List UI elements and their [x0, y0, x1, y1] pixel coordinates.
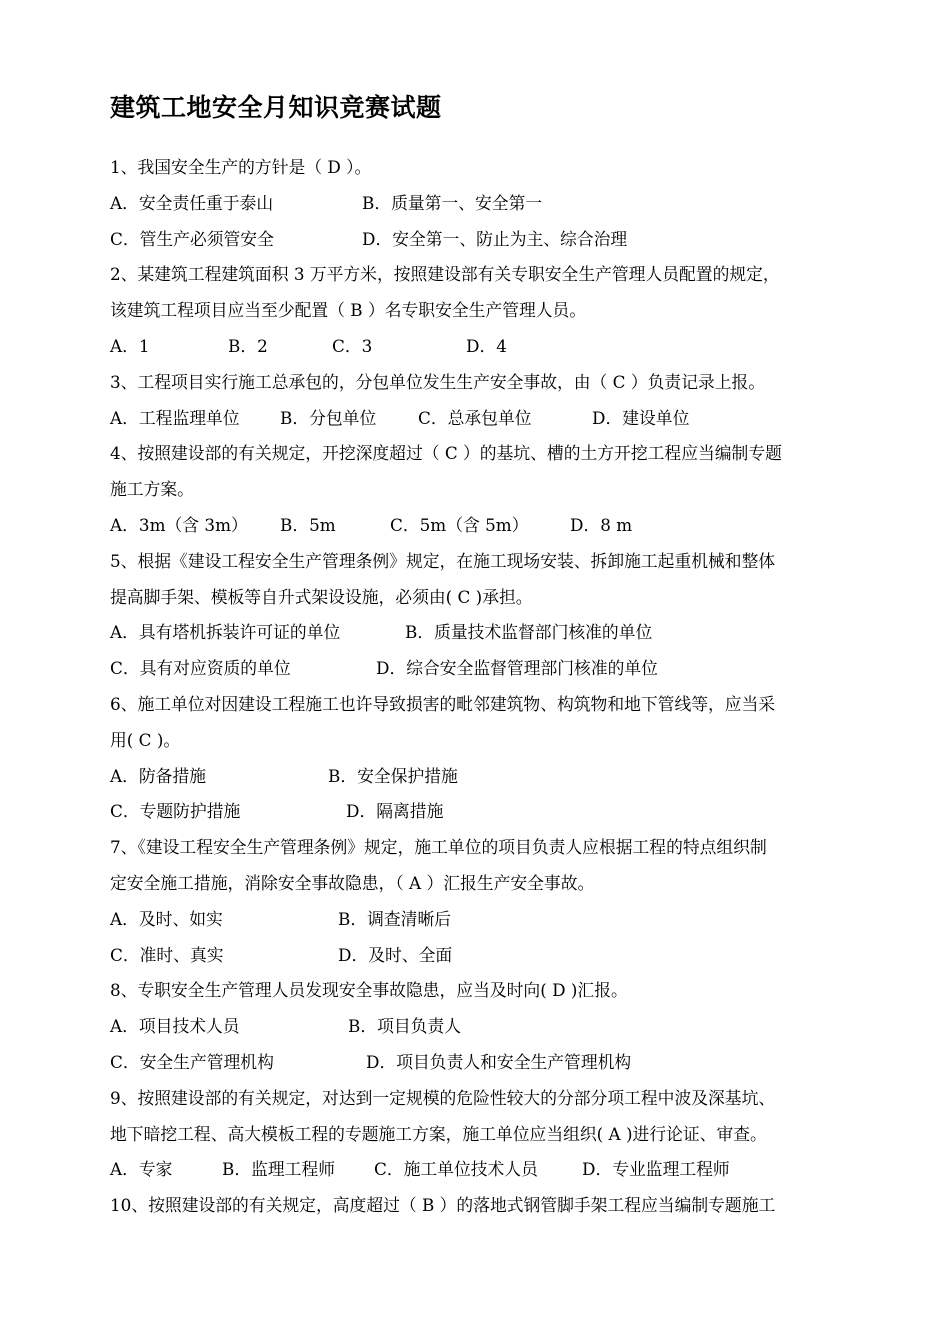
- question-5-options-row-1: [110, 615, 885, 651]
- question-7-stem-line-1: 7、《建设工程安全生产管理条例》规定，施工单位的项目负责人应根据工程的特点组织制: [110, 837, 767, 858]
- option-c: C．总承包单位: [418, 407, 532, 428]
- question-5-options-row-2: [110, 651, 885, 687]
- question-2-options: [110, 329, 885, 365]
- option-b: B．质量第一、安全第一: [362, 192, 543, 213]
- option-c: C．具有对应资质的单位: [110, 658, 291, 679]
- question-7-stem-line-2: 定安全施工措施，消除安全事故隐患，（ A ）汇报生产安全事故。: [110, 872, 595, 893]
- question-6-stem-line-1: 6、施工单位对因建设工程施工也许导致损害的毗邻建筑物、构筑物和地下管线等，应当采: [110, 693, 776, 714]
- question-4-stem-line-2: 施工方案。: [110, 479, 194, 500]
- question-4-options: [110, 508, 885, 544]
- question-6-options-row-1: [110, 759, 885, 795]
- option-a: A．3m（含 3m）: [110, 514, 248, 535]
- question-3-stem: 3、工程项目实行施工总承包的，分包单位发生生产安全事故，由（ C ）负责记录上报。: [110, 371, 766, 392]
- question-1-stem: 1、我国安全生产的方针是（ D ）。: [110, 157, 372, 177]
- option-c: C．专题防护措施: [110, 801, 241, 822]
- option-c: C．施工单位技术人员: [374, 1159, 538, 1180]
- option-d: D．项目负责人和安全生产管理机构: [366, 1051, 632, 1072]
- option-a: A．具有塔机拆装许可证的单位: [110, 622, 341, 643]
- option-a: A．安全责任重于泰山: [110, 192, 274, 213]
- option-b: B．安全保护措施: [328, 765, 458, 786]
- question-list: [110, 150, 885, 1224]
- question-9-stem-line-2: 地下暗挖工程、高大模板工程的专题施工方案，施工单位应当组织( A )进行论证、审查。: [110, 1123, 767, 1144]
- option-b: B．监理工程师: [222, 1159, 336, 1180]
- question-8-options-row-1: [110, 1009, 885, 1045]
- question-2-stem-line-2: 该建筑工程项目应当至少配置（ B ）名专职安全生产管理人员。: [110, 300, 587, 321]
- option-d: D．8 m: [570, 514, 633, 535]
- question-5-stem-line-2: 提高脚手架、模板等自升式架设设施，必须由( C )承担。: [110, 586, 533, 607]
- question-8-stem: 8、专职安全生产管理人员发现安全事故隐患，应当及时向( D )汇报。: [110, 980, 628, 1001]
- option-a: A．防备措施: [110, 765, 207, 786]
- question-4-stem-line-1: 4、按照建设部的有关规定，开挖深度超过（ C ）的基坑、槽的土方开挖工程应当编制专题: [110, 443, 782, 464]
- option-d: D．综合安全监督管理部门核准的单位: [376, 658, 658, 679]
- option-d: D．隔离措施: [346, 801, 444, 822]
- question-7-options-row-1: [110, 902, 885, 938]
- option-a: A．1: [110, 335, 150, 356]
- option-c: C．安全生产管理机构: [110, 1051, 274, 1072]
- option-b: B．调查清晰后: [338, 908, 452, 929]
- option-b: B．2: [228, 335, 268, 356]
- option-d: D．安全第一、防止为主、综合治理: [362, 228, 628, 249]
- question-3-options: [110, 401, 885, 437]
- option-b: B．质量技术监督部门核准的单位: [405, 622, 653, 643]
- option-b: B．5m: [280, 514, 336, 535]
- option-b: B．项目负责人: [348, 1016, 462, 1037]
- option-c: C．3: [332, 335, 373, 356]
- question-6-stem-line-2: 用( C )。: [110, 729, 181, 750]
- question-2-stem-line-1: 2、某建筑工程建筑面积 3 万平方米，按照建设部有关专职安全生产管理人员配置的规定，: [110, 264, 780, 285]
- option-d: D．及时、全面: [338, 944, 453, 965]
- question-7-options-row-2: [110, 938, 885, 974]
- option-a: A．专家: [110, 1159, 173, 1180]
- question-8-options-row-2: [110, 1045, 885, 1081]
- question-5-stem-line-1: 5、根据《建设工程安全生产管理条例》规定，在施工现场安装、拆卸施工起重机械和整体: [110, 550, 776, 571]
- option-a: A．及时、如实: [110, 908, 223, 929]
- question-10-stem-line-1: 10、按照建设部的有关规定，高度超过（ B ）的落地式钢管脚手架工程应当编制专题施工: [110, 1195, 776, 1216]
- document-title: 建筑工地安全月知识竞赛试题: [110, 93, 442, 122]
- option-a: A．工程监理单位: [110, 407, 240, 428]
- option-d: D．建设单位: [592, 407, 690, 428]
- question-6-options-row-2: [110, 794, 885, 830]
- question-9-stem-line-1: 9、按照建设部的有关规定，对达到一定规模的危险性较大的分部分项工程中波及深基坑、: [110, 1087, 776, 1108]
- question-9-options: [110, 1152, 885, 1188]
- question-1-options-row-1: [110, 186, 885, 222]
- option-c: C．管生产必须管安全: [110, 228, 274, 249]
- option-c: C．5m（含 5m）: [390, 514, 529, 535]
- question-1-options-row-2: [110, 222, 885, 258]
- option-d: D．专业监理工程师: [582, 1159, 730, 1180]
- option-d: D．4: [466, 335, 507, 356]
- option-b: B．分包单位: [280, 407, 377, 428]
- option-c: C．准时、真实: [110, 944, 224, 965]
- option-a: A．项目技术人员: [110, 1016, 240, 1037]
